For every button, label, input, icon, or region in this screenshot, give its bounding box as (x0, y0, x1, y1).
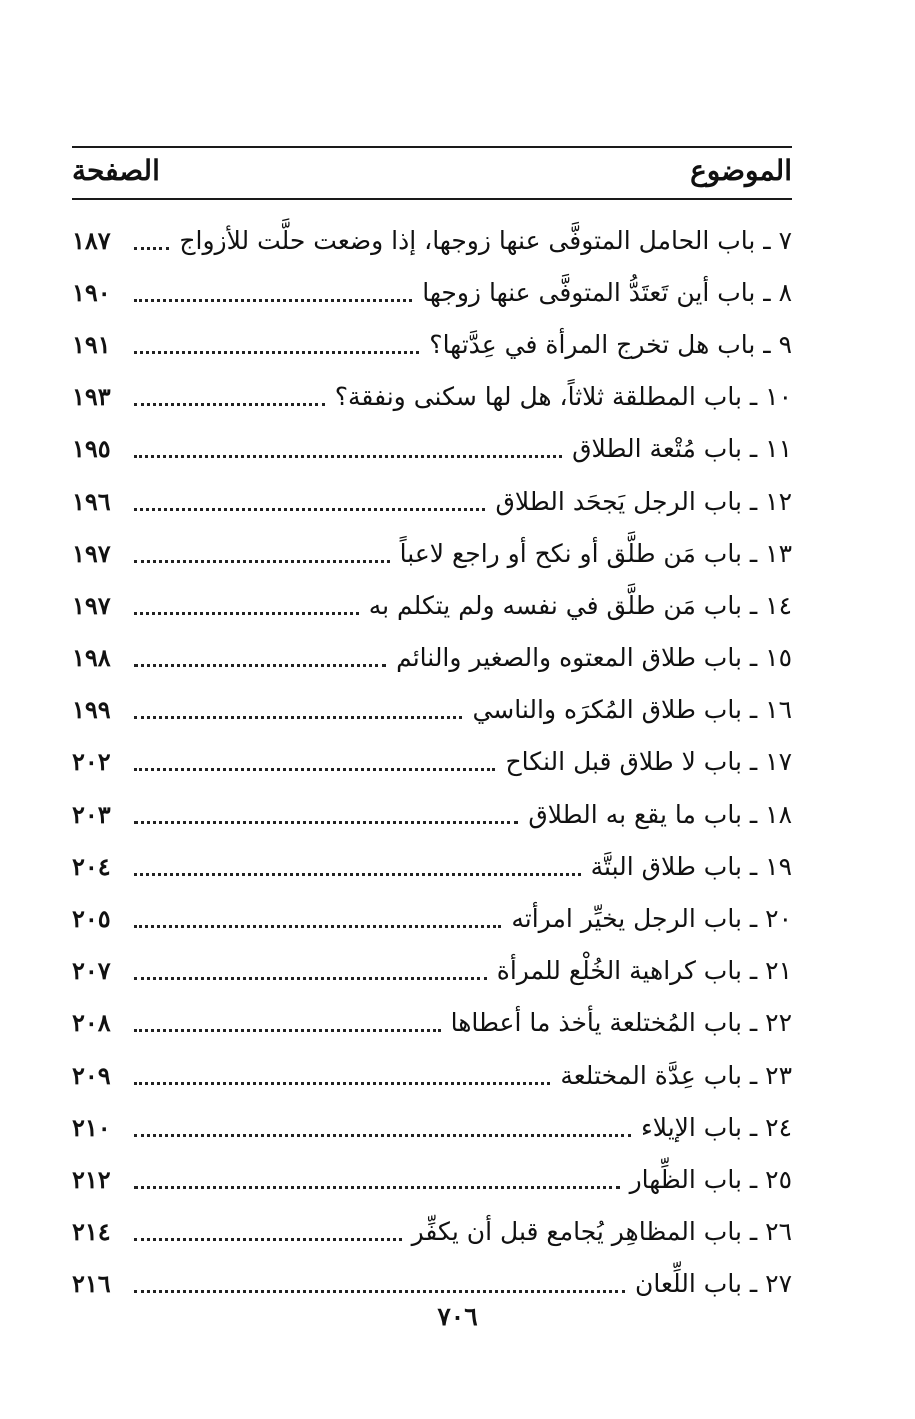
toc-entry (72, 1049, 792, 1101)
toc-entry-page: ٢١٤ (72, 1217, 111, 1247)
dot-leader (134, 925, 501, 928)
toc-entry-page: ٢٠٤ (72, 851, 111, 881)
toc-entry (72, 736, 792, 788)
toc-entry (72, 892, 792, 944)
dot-leader (134, 351, 419, 354)
page-column-label: الصفحة (72, 153, 160, 187)
dot-leader (134, 977, 487, 980)
toc-entry-title: ١٥ ـ باب طلاق المعتوه والصغير والنائم (396, 643, 792, 673)
toc-entry (72, 579, 792, 631)
toc-entry-page: ١٨٧ (72, 225, 111, 255)
toc-entry (72, 788, 792, 840)
toc-entry (72, 371, 792, 423)
toc-entry-title: ٢٤ ـ باب الإيلاء (641, 1112, 792, 1142)
toc-entry-page: ١٩٣ (72, 382, 111, 412)
dot-leader (134, 1238, 402, 1241)
toc-entry-title: ١٦ ـ باب طلاق المُكرَه والناسي (472, 695, 792, 725)
toc-entry-page: ٢٠٢ (72, 747, 111, 777)
toc-entry-title: ١٨ ـ باب ما يقع به الطلاق (528, 799, 792, 829)
toc-entry-page: ١٩٧ (72, 590, 111, 620)
toc-header (72, 150, 792, 190)
toc-entry-title: ١٢ ـ باب الرجل يَجحَد الطلاق (495, 486, 792, 516)
toc-entry-page: ١٩١ (72, 329, 111, 359)
dot-leader (134, 873, 581, 876)
toc-entry-title: ٨ ـ باب أين تَعتَدُّ المتوفَّى عنها زوجها (422, 277, 792, 307)
toc-entry (72, 1101, 792, 1153)
toc-entry-title: ٢٦ ـ باب المظاهِر يُجامع قبل أن يكفِّر (411, 1217, 792, 1247)
dot-leader (134, 768, 495, 771)
toc-entry-title: ١٠ ـ باب المطلقة ثلاثاً، هل لها سكنى ونفقة؟ (334, 382, 792, 412)
toc-entry (72, 266, 792, 318)
toc-entry (72, 214, 792, 266)
toc-entry-title: ٢٣ ـ باب عِدَّة المختلعة (560, 1060, 792, 1090)
toc-entry-page: ٢١٢ (72, 1164, 111, 1194)
toc-entry (72, 318, 792, 370)
toc-entry-title: ٧ ـ باب الحامل المتوفَّى عنها زوجها، إذا وضعت حلَّت للأزواج (179, 225, 792, 255)
dot-leader (134, 299, 412, 302)
toc-entry-page: ٢١٠ (72, 1112, 111, 1142)
toc-entry (72, 945, 792, 997)
toc-entry-title: ٢٠ ـ باب الرجل يخيِّر امرأته (511, 904, 792, 934)
toc-entry (72, 997, 792, 1049)
dot-leader (134, 1082, 550, 1085)
dot-leader (134, 1134, 631, 1137)
toc-entry-page: ٢٠٣ (72, 799, 111, 829)
dot-leader (134, 1029, 441, 1032)
topic-column-label: الموضوع (690, 153, 792, 187)
toc-entry (72, 840, 792, 892)
toc-entry-page: ١٩٥ (72, 434, 111, 464)
dot-leader (134, 821, 518, 824)
toc-entry (72, 632, 792, 684)
toc-entry-title: ١٣ ـ باب مَن طلَّق أو نكح أو راجع لاعباً (399, 538, 792, 568)
toc-entry-title: ١٩ ـ باب طلاق البتَّة (590, 851, 792, 881)
toc-entry-title: ١٧ ـ باب لا طلاق قبل النكاح (505, 747, 792, 777)
toc-entry-title: ٢٢ ـ باب المُختلعة يأخذ ما أعطاها (450, 1008, 792, 1038)
toc-entry-page: ١٩٩ (72, 695, 111, 725)
toc-entry (72, 527, 792, 579)
toc-entry-title: ١٤ ـ باب مَن طلَّق في نفسه ولم يتكلم به (368, 590, 792, 620)
toc-entry (72, 1153, 792, 1205)
dot-leader (134, 716, 462, 719)
dot-leader (134, 1290, 625, 1293)
toc-list (72, 214, 792, 1310)
toc-entry-page: ٢١٦ (72, 1269, 111, 1299)
toc-entry-page: ١٩٧ (72, 538, 111, 568)
toc-entry-page: ٢٠٧ (72, 956, 111, 986)
toc-entry (72, 423, 792, 475)
toc-entry-title: ٢١ ـ باب كراهية الخُلْع للمرأة (496, 956, 792, 986)
top-rule (72, 146, 792, 148)
dot-leader (134, 403, 325, 406)
header-rule (72, 198, 792, 200)
toc-entry-title: ١١ ـ باب مُتْعة الطلاق (572, 434, 792, 464)
dot-leader (134, 1186, 620, 1189)
toc-entry (72, 1206, 792, 1258)
page-number: ٧٠٦ (437, 1302, 478, 1331)
dot-leader (134, 664, 386, 667)
toc-entry-page: ١٩٦ (72, 486, 111, 516)
toc-entry-page: ٢٠٥ (72, 904, 111, 934)
toc-entry-page: ١٩٨ (72, 643, 111, 673)
toc-entry-title: ٩ ـ باب هل تخرج المرأة في عِدَّتها؟ (429, 329, 792, 359)
toc-entry-title: ٢٥ ـ باب الظِّهار (629, 1164, 792, 1194)
dot-leader (134, 612, 359, 615)
toc-entry (72, 475, 792, 527)
dot-leader (134, 508, 485, 511)
toc-entry-page: ٢٠٨ (72, 1008, 111, 1038)
dot-leader (134, 247, 169, 250)
toc-entry-page: ٢٠٩ (72, 1060, 111, 1090)
toc-entry-page: ١٩٠ (72, 277, 111, 307)
toc-entry-title: ٢٧ ـ باب اللِّعان (634, 1269, 792, 1299)
dot-leader (134, 455, 562, 458)
dot-leader (134, 560, 390, 563)
toc-entry (72, 684, 792, 736)
